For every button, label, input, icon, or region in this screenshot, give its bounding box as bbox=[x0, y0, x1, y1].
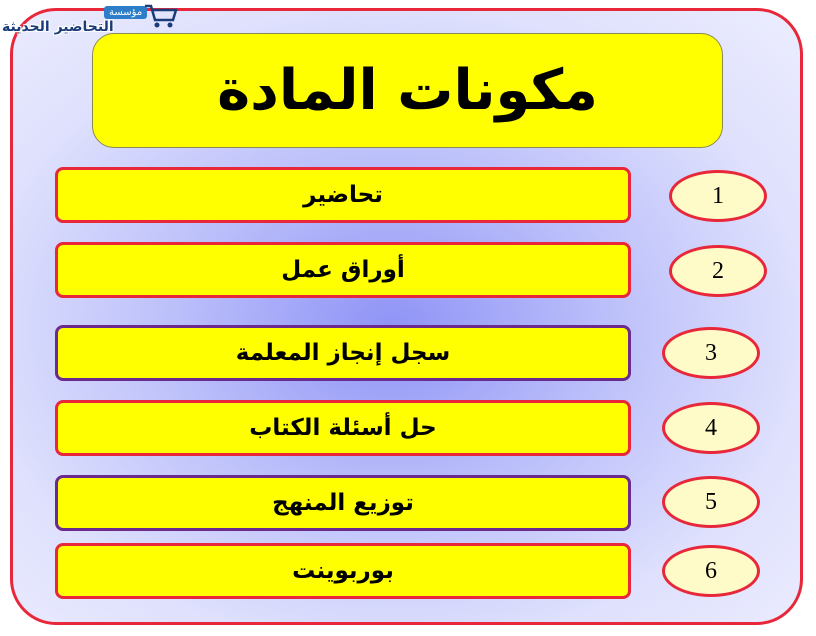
logo-badge: مؤسسة bbox=[104, 6, 147, 19]
item-box-3[interactable] bbox=[55, 325, 631, 381]
item-label: حل أسئلة الكتاب bbox=[249, 415, 437, 441]
page-title: مكونات المادة bbox=[217, 58, 598, 123]
title-box bbox=[92, 33, 723, 148]
logo-name: التحاضير الحديثة bbox=[2, 19, 114, 35]
item-label: تحاضير bbox=[303, 182, 383, 208]
item-label: بوربوينت bbox=[292, 558, 394, 584]
item-box-6[interactable] bbox=[55, 543, 631, 599]
item-box-2[interactable] bbox=[55, 242, 631, 298]
item-number-2: 2 bbox=[669, 245, 767, 297]
item-label: توزيع المنهج bbox=[272, 490, 414, 516]
item-label: أوراق عمل bbox=[281, 257, 405, 283]
item-box-1[interactable] bbox=[55, 167, 631, 223]
item-number-5: 5 bbox=[662, 476, 760, 528]
item-number-6: 6 bbox=[662, 545, 760, 597]
item-number-4: 4 bbox=[662, 402, 760, 454]
item-label: سجل إنجاز المعلمة bbox=[235, 340, 451, 366]
item-number-1: 1 bbox=[669, 170, 767, 222]
item-number-3: 3 bbox=[662, 327, 760, 379]
cart-icon bbox=[143, 2, 179, 30]
item-box-5[interactable] bbox=[55, 475, 631, 531]
item-box-4[interactable] bbox=[55, 400, 631, 456]
